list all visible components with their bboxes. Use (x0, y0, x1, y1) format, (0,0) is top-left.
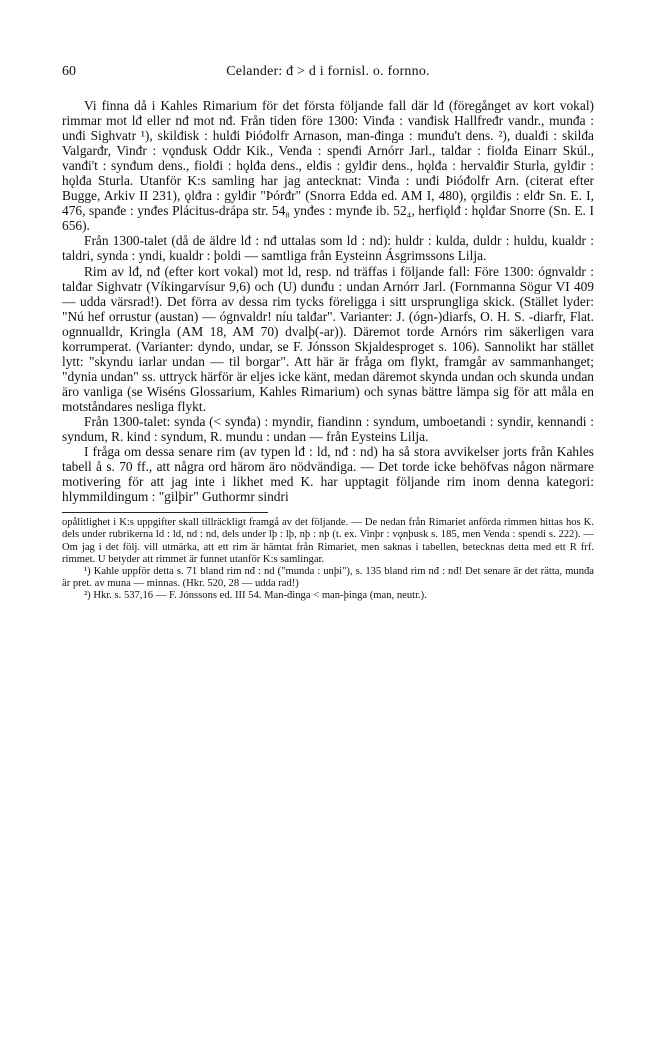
footnote: ²) Hkr. s. 537,16 — F. Jónssons ed. III 54. Man-đinga < man-þinga (man, neutr.). (84, 590, 427, 602)
footnote: ¹) Kahle uppför detta s. 71 bland rim nđ : nd ("munda : unþi"), s. 135 bland rim nđ : nđ! Det senare är det rätta, munđa är pret. av muna — minnas. (Hkr. 520, 28 — udda rad!) (62, 566, 594, 590)
paragraph: I fråga om dessa senare rim (av typen lđ : ld, nđ : nd) ha så stora avvikelser jorts från Kahles tabell å s. 70 ff., att några ord härom äro nödvändiga. — Det torde icke behöfvas någon närmare motivering för att jag inte i likhet med K. har upptagit följande rim inom denna kategori: hlymmildingum : "gilþir" Guthormr sindri (62, 444, 594, 505)
paragraph: Från 1300-talet (då de äldre lđ : nđ uttalas som ld : nd): huldr : kulda, duldr : huldu, kualdr : taldri, synda : yndi, kualdr : þoldi — samtliga från Eysteinn Ásgrimssons Lilja. (62, 233, 594, 264)
running-title: Celander: đ > d i fornisl. o. fornno. (226, 64, 430, 79)
page-number: 60 (62, 64, 76, 79)
paragraph: Rim av lđ, nđ (efter kort vokal) mot ld, resp. nd träffas i följande fall: Före 1300: ógnvaldr : talđar Sighvatr (Víkingarvísur 9,6) och (U) dunđu : undan Arnórr Jarl. (Fornmanna Sögur VI 409 — udda värsrad!). Det förra av dessa rim tycks föreligga i sitt ursprungliga skick. (Stället lyder: "Nú hef orrustur (austan) — ógnvaldr! níu talđar". Varianter: J. (ógn-)diarfs, O. H. S. -diarfr, Flat. ognnualldr, Kringla (AM 18, AM 70) dvalþ(-ar)). Däremot torde Arnórs rim säkerligen vara korrumperat. (Varianter: dyndo, undar, se F. Jónsson Skjaldesproget s. 106). Sannolikt har stället lytt: "skyndu iarlar undan — til borgar". Att här är fråga om flykt, framgår av sammanhanget; "dynia undan" ss. uttryck härför är eljes icke känt, medan däremot skynda undan och skunda undan äro vanliga (se Wiséns Glossarium, Kahles Rimarium) och synas bättre lämpa sig för att måla en motståndares nesliga flykt. (62, 263, 594, 414)
paragraph: Från 1300-talet: synda (< synđa) : myndir, fiandinn : syndum, umboetandi : syndir, kennandi : syndum, R. kind : syndum, R. mundu : undan — från Eysteins Lilja. (62, 413, 594, 445)
page (62, 64, 594, 603)
main-text (62, 98, 594, 504)
footnotes (62, 517, 594, 602)
footnote-divider (62, 512, 268, 513)
footnote-continuation: opålitlighet i K:s uppgifter skall tillräckligt framgå av det följande. — De nedan från Rimariet anförda rimmen hittas hos K. dels under rubrikerna ld : ld, nd : nd, dels under lþ : lþ, nþ : nþ (t. ex. Vinþr : vǫnþusk s. 185, men Venda : spendi s. 222). — Om jag i det följ. vill utmärka, att ett rim är hämtat från Rimariet, men saknas i tabellen, betecknas detta med ett R frf. rimmet. U betyder att rimmet är funnet utanför K:s samlingar. (62, 517, 594, 565)
paragraph: Vi finna då i Kahles Rimarium för det första följande fall där lđ (föregånget av kort vokal) rimmar mot lđ eller nđ mot nđ. Från tiden före 1300: Vinđa : vanđisk Hallfređr vandr., munđa : unđi Sighvatr ¹), skilđisk : hulđi Þióđolfr Arnason, man-đinga : munđu't dens. ²), dualđi : skilđa Valgarđr, Vinđr : vǫnđusk Oddr Kik., Venđa : spenđi Arnórr Jarl., talđar : fiolđa Einarr Skúl., vanđi't : synđum dens., fiolđi : hǫlđa dens., elđis : gylđir dens., hǫlđa : hervalđir Sturla, gylđir : hǫlđa Sturla. Utanför K:s samling har jag antecknat: Vinđa : unđi Þióđolfr Arn. (citerat efter Bugge, Arkiv II 231), ǫlđra : gylđir "Þórđr" (Snorra Edda ed. AM I, 480), ǫrgilđis : elđr Sn. E. I, 476, spanđe : ynđes Plácitus-drápa str. 54₈ ynđes : mynđe ib. 52₄, herfiǫlđ : hǫlđar Snorre (Sn. E. I 656). (62, 98, 594, 234)
page-header (62, 64, 594, 84)
